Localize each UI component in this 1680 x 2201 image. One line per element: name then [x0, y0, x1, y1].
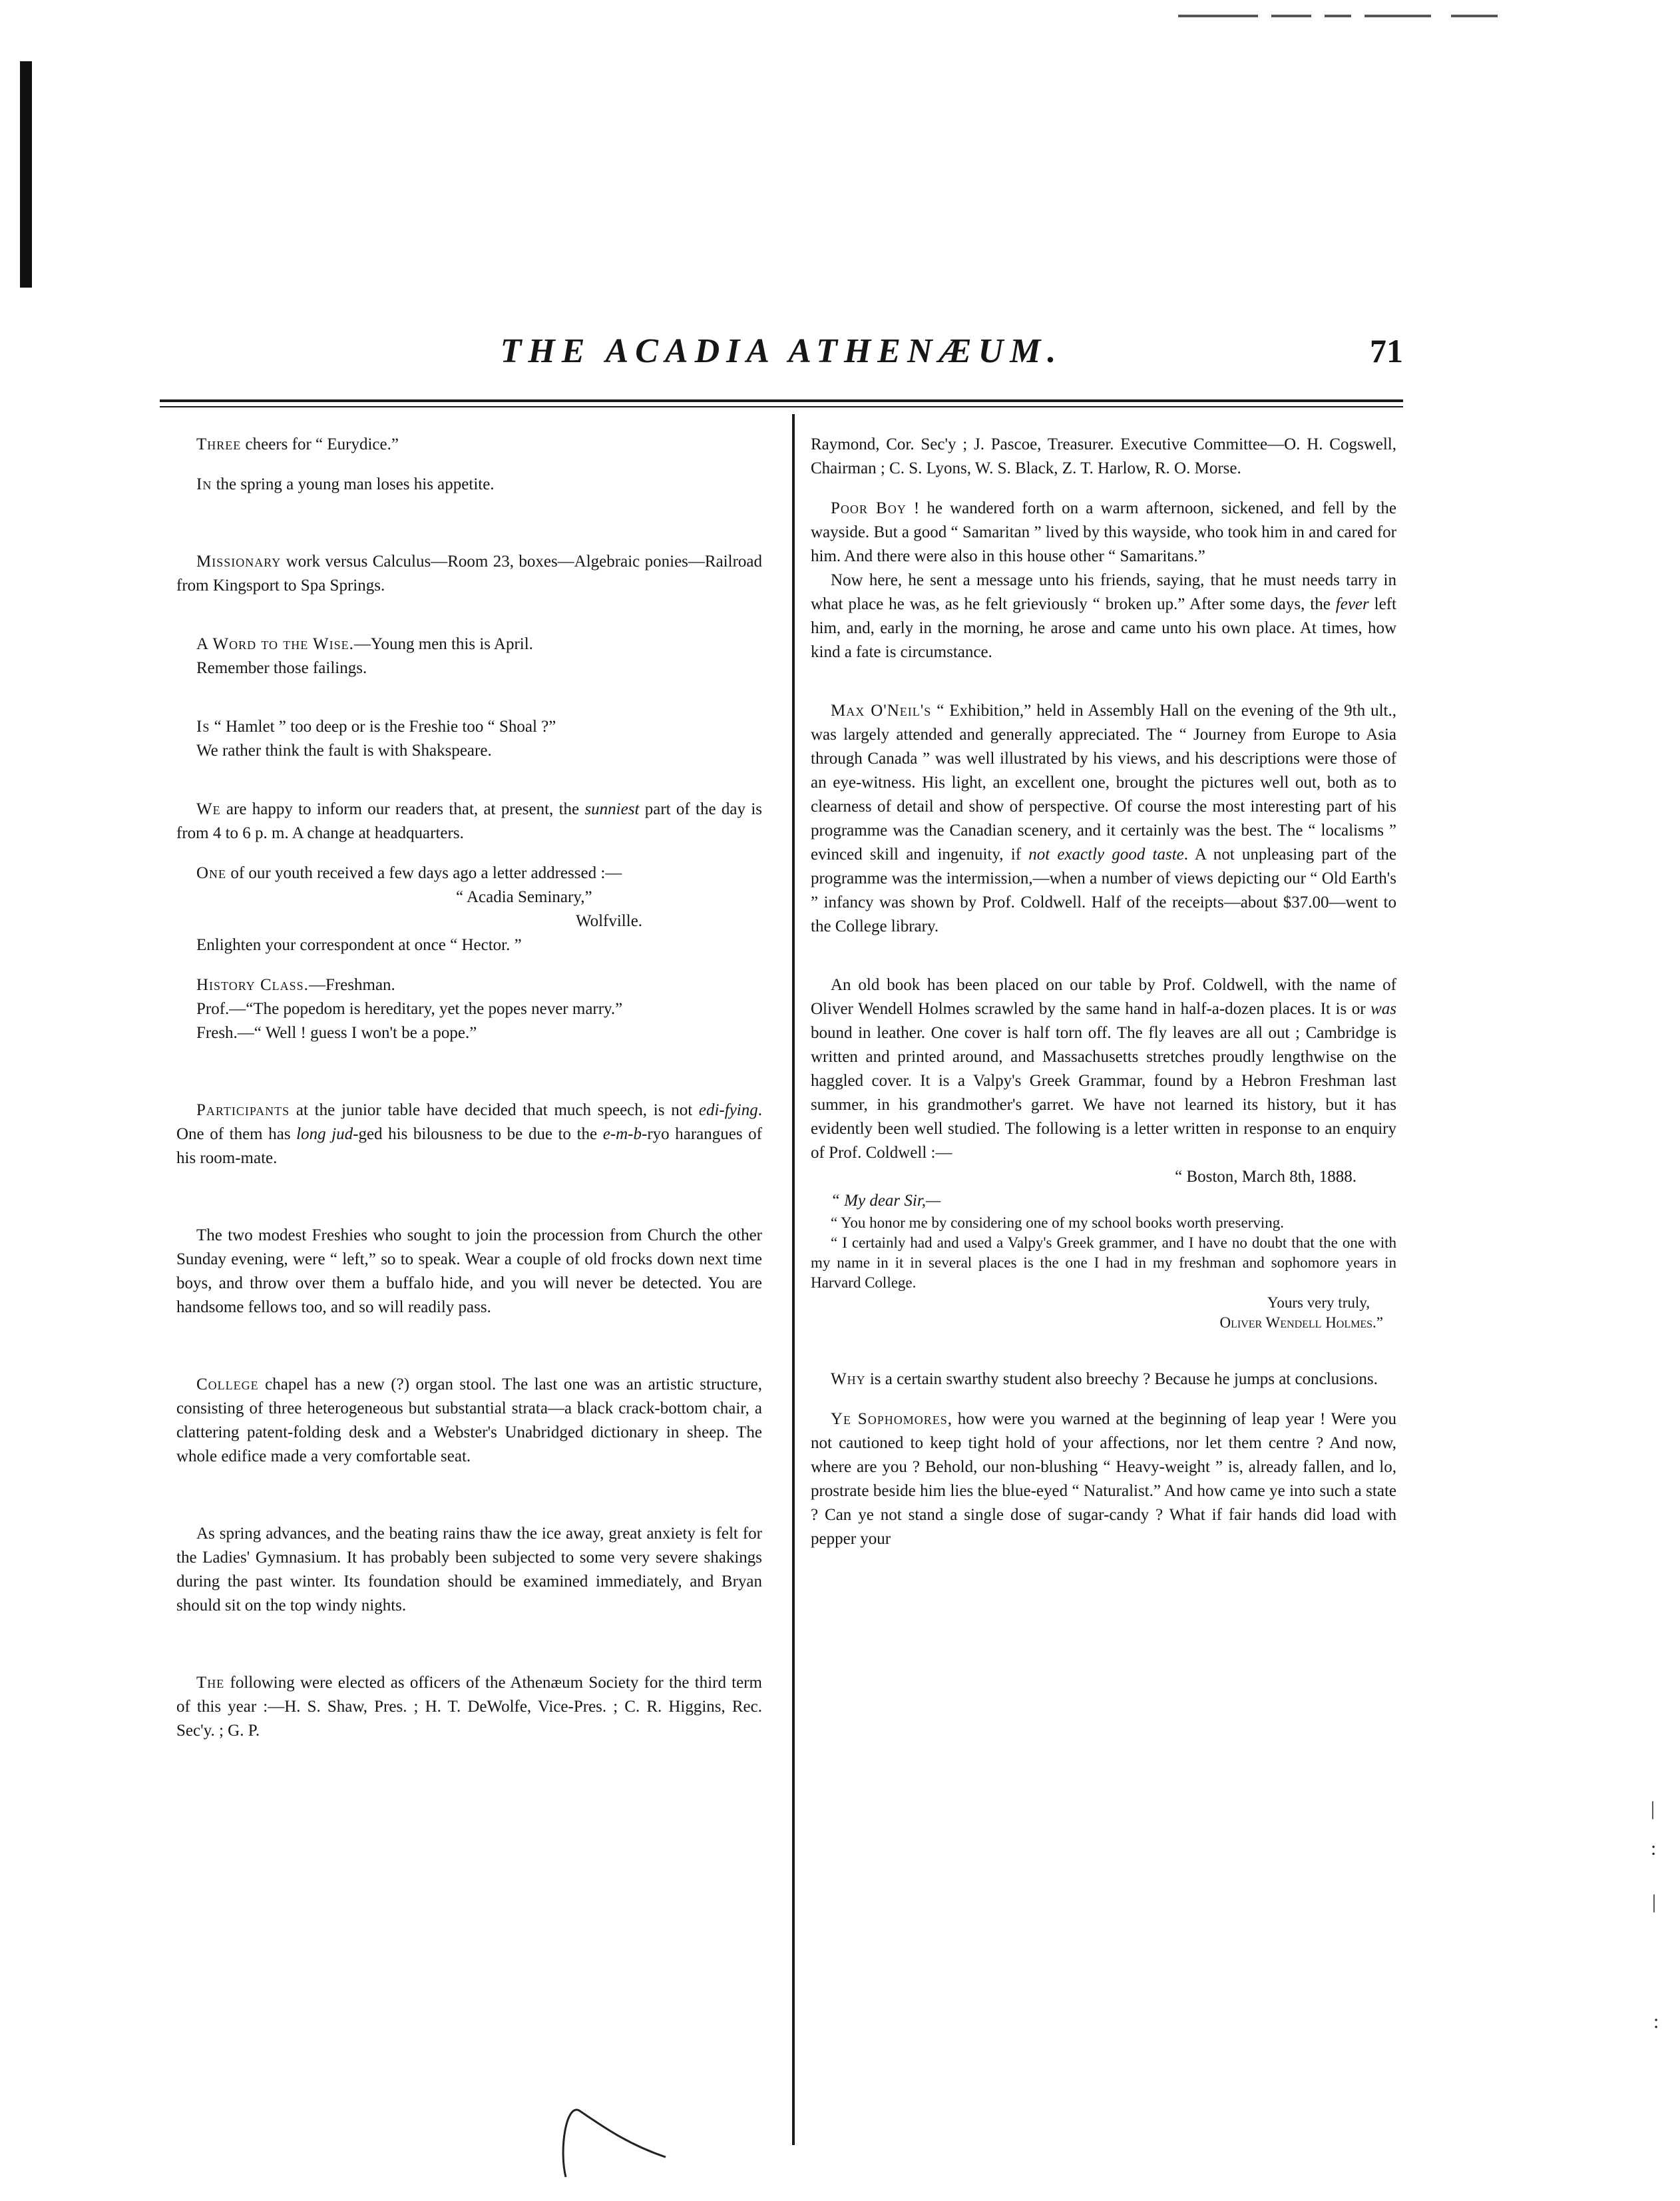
paragraph: Why is a certain swarthy student also breechy ? Because he jumps at conclusions.	[831, 1370, 1378, 1388]
letter-dateline: “ Boston, March 8th, 1888.	[1175, 1168, 1357, 1186]
left-column	[176, 433, 762, 1743]
paragraph: Max O'Neil's “ Exhibition,” held in Assembly Hall on the evening of the 9th ult., was largely attended and generally appreciated. The “ Journey from Europe to Asia through Canada ” was well illustrated by his views, and his descriptions were those of an eye-witness. His light, an excellent one, brought the pictures well out, both as to clearness of detail and show of perspective. Of course the most interesting part of his programme was the Canadian scenery, and it certainly was the best. The “ localisms ” evinced skill and ingenuity, if not exactly good taste. A not unpleasing part of the programme was the intermission,—when a number of views depicting our “ Old Earth's ” infancy was shown by Prof. Coldwell. Half of the receipts—about $37.00—went to the College library.	[811, 702, 1396, 935]
header-rule-thin	[160, 406, 1403, 407]
letter-salutation: “ My dear Sir,—	[831, 1192, 941, 1210]
paragraph: An old book has been placed on our table by Prof. Coldwell, with the name of Oliver Wendell Holmes scrawled by the same hand in half-a-dozen places. It is or was bound in leather. One cover is half torn off. The fly leaves are all out ; Cambridge is written and printed around, and Massachusetts stretches proudly lengthwise on the haggled cover. It is a Valpy's Greek Grammar, found by a Hebron Freshman last summer, in his grandmother's garret. We have not learned its history, but it has evidently been well studied. The following is a letter written in response to an enquiry of Prof. Coldwell :—	[811, 976, 1396, 1162]
paragraph: College chapel has a new (?) organ stool. The last one was an artistic structure, consisting of three heterogeneous but substantial strata—a black crack-bottom chair, a clattering patent-folding desk and a Webster's Unabridged dictionary in sheep. The whole edifice made a very comfortable seat.	[176, 1375, 762, 1465]
paragraph: Participants at the junior table have decided that much speech, is not edi-fying. One of them has long jud-ged his bilousness to be due to the e-m-b-ryo harangues of his room-mate.	[176, 1101, 763, 1167]
paragraph: One of our youth received a few days ago a letter addressed :—	[196, 864, 622, 882]
paragraph-line: Remember those failings.	[196, 659, 367, 677]
header-rule	[160, 399, 1403, 402]
paragraph: The two modest Freshies who sought to join the procession from Church the other Sunday evening, were “ left,” so to speak. Wear a couple of old frocks down next time boys, and throw over them a buffalo hide, and you will never be detected. You are handsome fellows too, and so will readily pass.	[176, 1226, 762, 1316]
margin-mark: :	[1651, 1837, 1657, 1859]
column-divider	[792, 414, 795, 2145]
paragraph-line: We rather think the fault is with Shakspeare.	[196, 742, 492, 760]
margin-mark: :	[1653, 2011, 1659, 2033]
paragraph-line: Enlighten your correspondent at once “ Hector. ”	[196, 936, 522, 954]
paragraph: Three cheers for “ Eurydice.”	[196, 435, 399, 453]
margin-mark: |	[1652, 1891, 1657, 1913]
paragraph: We are happy to inform our readers that, at present, the sunniest part of the day is from 4 to 6 p. m. A change at headquarters.	[176, 800, 762, 842]
paragraph: Missionary work versus Calculus—Room 23, boxes—Algebraic ponies—Railroad from Kingsport to Spa Springs.	[176, 553, 762, 595]
letter-closing: Yours very truly,	[1267, 1294, 1370, 1311]
scan-mark-top	[1178, 15, 1258, 17]
letter-signature: Oliver Wendell Holmes.”	[1219, 1314, 1383, 1331]
letter-paragraph: “ You honor me by considering one of my school books worth preserving.	[831, 1214, 1284, 1231]
paragraph: Raymond, Cor. Sec'y ; J. Pascoe, Treasurer. Executive Committee—O. H. Cogswell, Chairman ; C. S. Lyons, W. S. Black, Z. T. Harlow, R. O. Morse.	[811, 435, 1396, 477]
address-line: “ Acadia Seminary,”	[456, 888, 592, 906]
paragraph: In the spring a young man loses his appetite.	[196, 475, 495, 493]
paragraph: A Word to the Wise.—Young men this is April.	[196, 635, 533, 653]
letter-body	[811, 1213, 1396, 1333]
letter-paragraph: “ I certainly had and used a Valpy's Greek grammer, and I have no doubt that the one with my name in it in several places is the one I had in my freshman and sophomore years in Harvard College.	[811, 1234, 1396, 1291]
address-line: Wolfville.	[576, 912, 643, 930]
paragraph-line: Fresh.—“ Well ! guess I won't be a pope.”	[196, 1024, 477, 1042]
right-column	[811, 433, 1396, 1551]
scan-mark-top	[1365, 15, 1431, 17]
paragraph: History Class.—Freshman.	[196, 976, 395, 994]
paragraph: Is “ Hamlet ” too deep or is the Freshie too “ Shoal ?”	[196, 718, 556, 736]
pencil-scribble	[552, 2097, 686, 2184]
paragraph: As spring advances, and the beating rains thaw the ice away, great anxiety is felt for the Ladies' Gymnasium. It has probably been subjected to some very severe shakings during the past winter. Its foundation should be examined immediately, and Bryan should sit on the top windy nights.	[176, 1525, 762, 1614]
paragraph: Ye Sophomores, how were you warned at the beginning of leap year ! Were you not cautioned to keep tight hold of your affections, nor let them centre ? And now, where are you ? Behold, our non-blushing “ Heavy-weight ” is, already fallen, and lo, prostrate beside him lies the blue-eyed “ Naturalist.” And how came ye into such a state ? Can ye not stand a single dose of sugar-candy ? What if fair hands did load with pepper your	[811, 1410, 1396, 1548]
paragraph: The following were elected as officers of the Athenæum Society for the third term of this year :—H. S. Shaw, Pres. ; H. T. DeWolfe, Vice-Pres. ; C. R. Higgins, Rec. Sec'y. ; G. P.	[176, 1674, 762, 1740]
scan-mark-top	[1451, 15, 1498, 17]
scan-edge-bar	[20, 61, 32, 288]
paragraph-line: Prof.—“The popedom is hereditary, yet the popes never marry.”	[196, 1000, 623, 1018]
publication-title: THE ACADIA ATHENÆUM.	[500, 332, 1063, 370]
page-header	[160, 332, 1403, 385]
paragraph: Now here, he sent a message unto his friends, saying, that he must needs tarry in what place he was, as he felt grieviously “ broken up.” After some days, the fever left him, and, early in the morning, he arose and came unto his own place. At times, how kind a fate is circumstance.	[811, 571, 1396, 661]
margin-mark: |	[1651, 1798, 1655, 1820]
paragraph: Poor Boy ! he wandered forth on a warm afternoon, sickened, and fell by the wayside. But a good “ Samaritan ” lived by this wayside, who took him in and cared for him. And there were also in this house other “ Samaritans.”	[811, 499, 1396, 565]
scan-mark-top	[1271, 15, 1311, 17]
page-number: 71	[1370, 332, 1403, 369]
scan-mark-top	[1325, 15, 1351, 17]
